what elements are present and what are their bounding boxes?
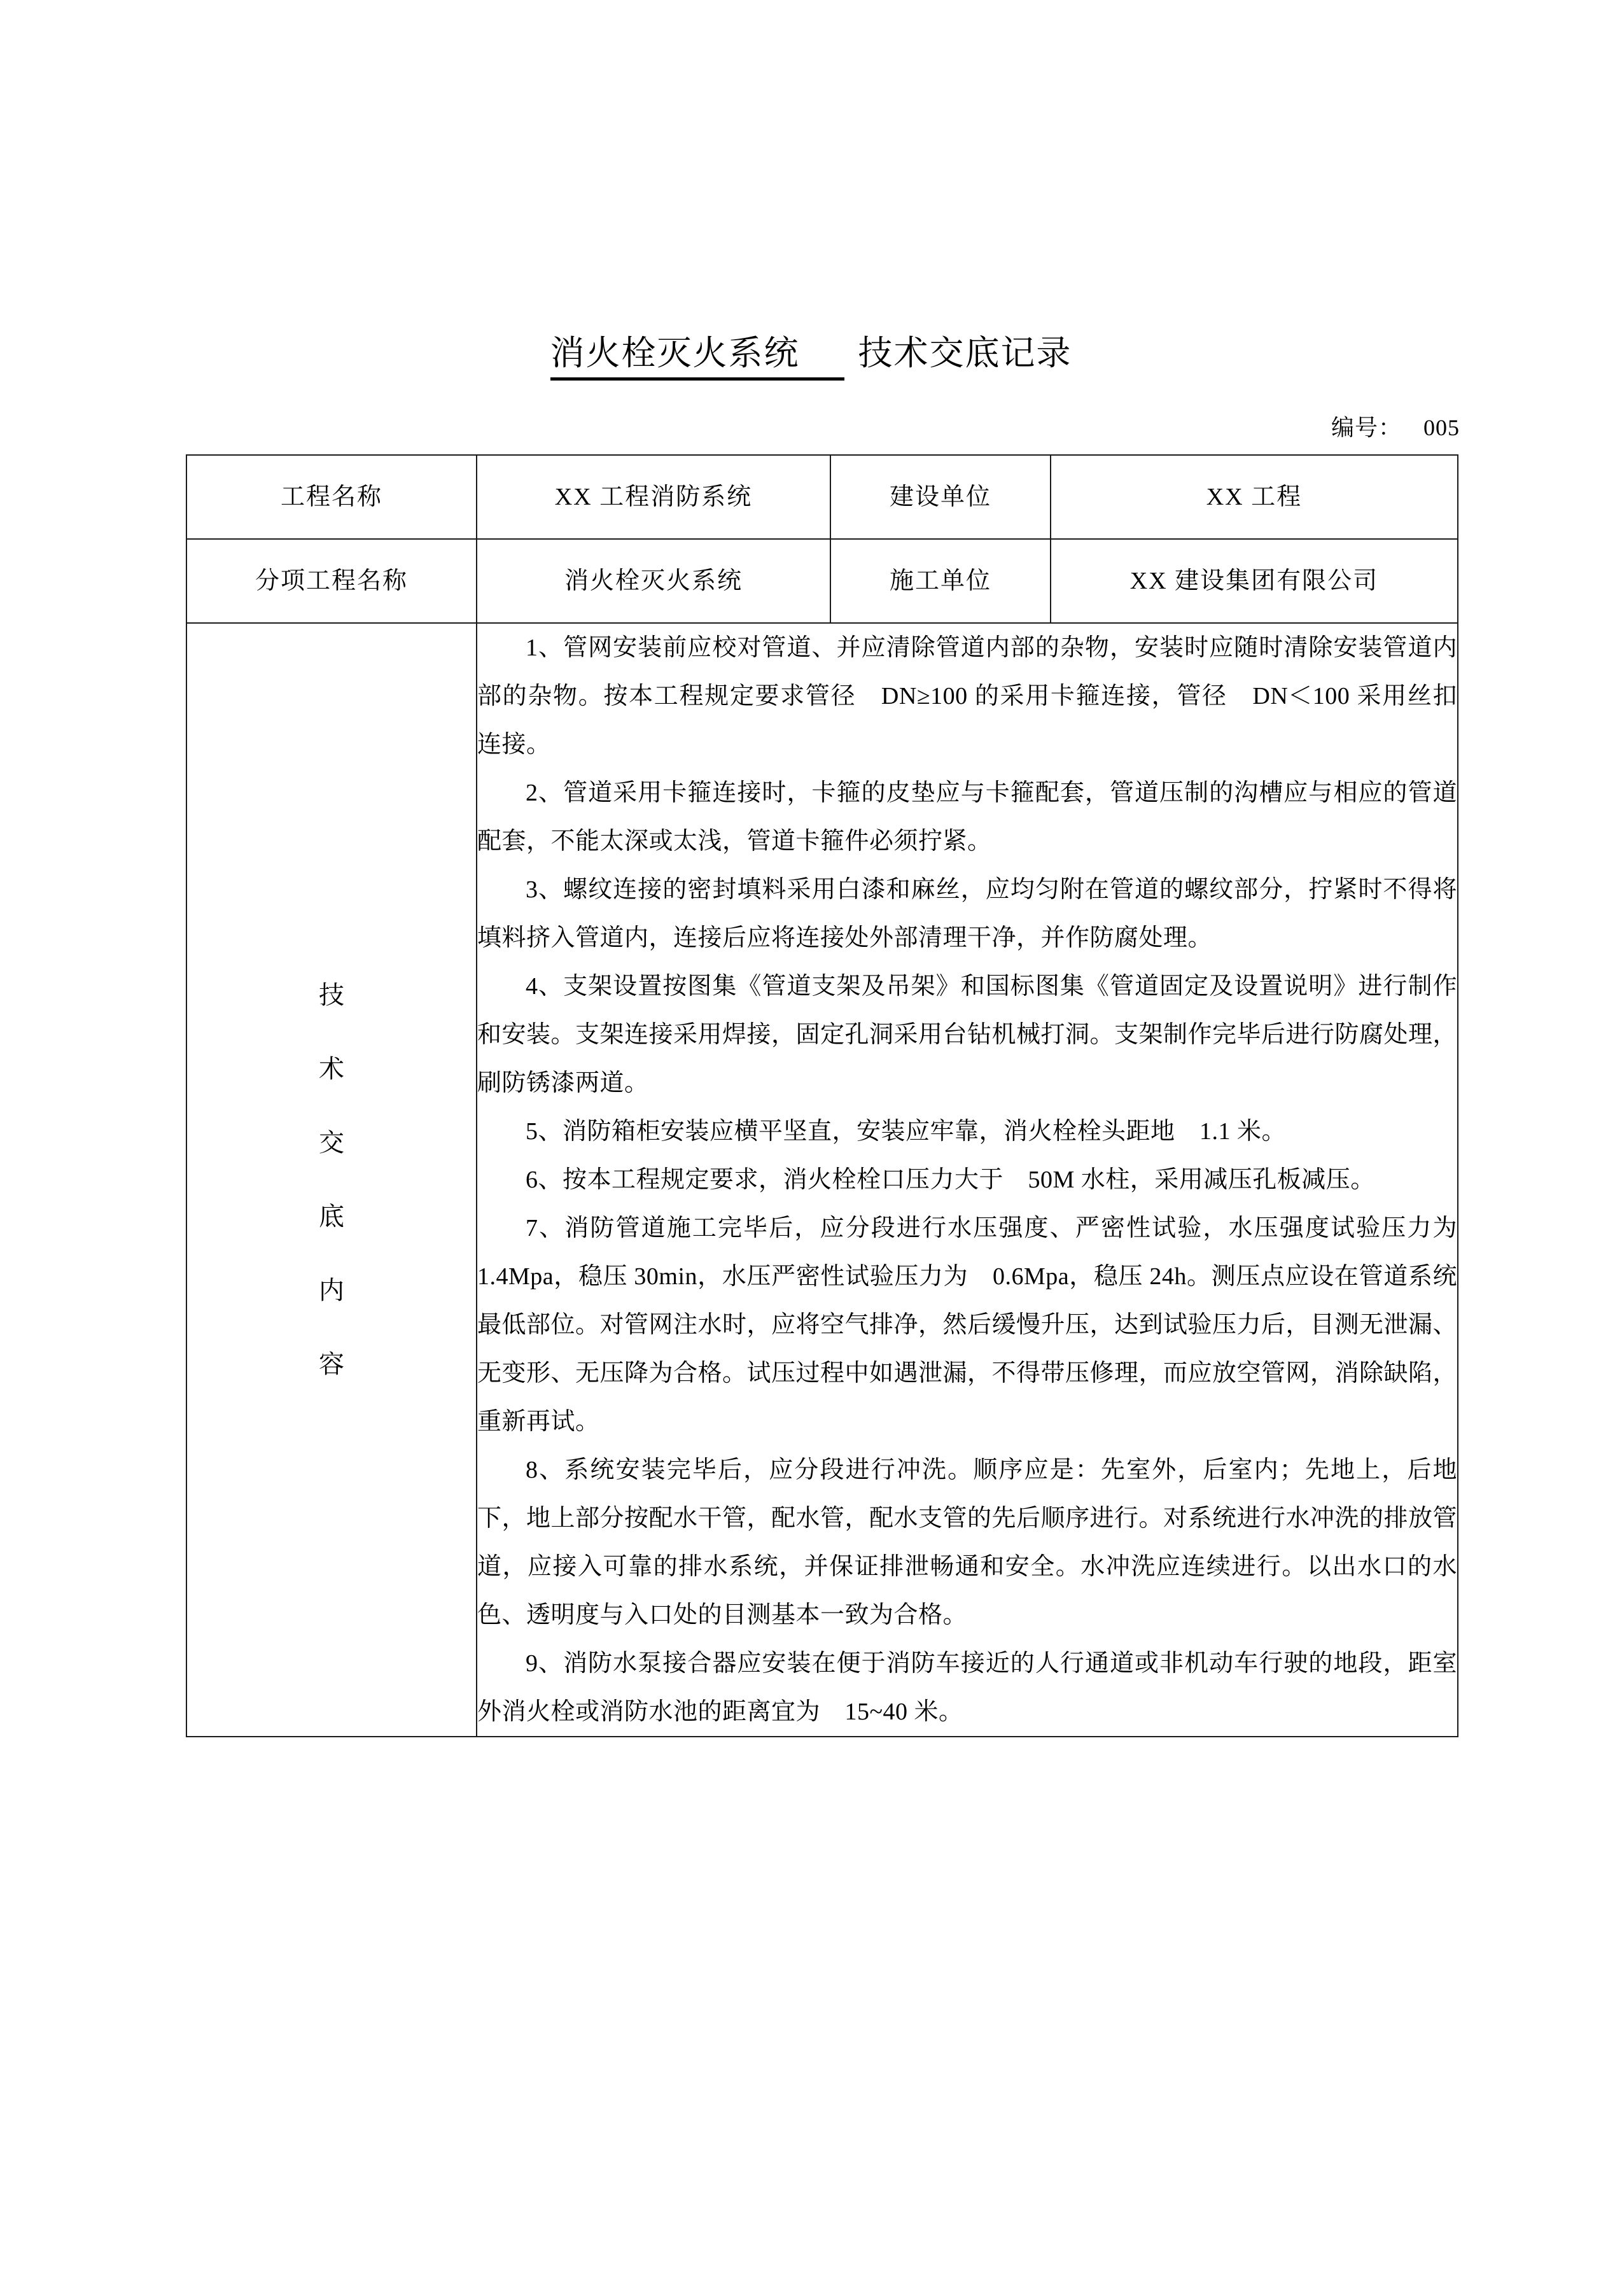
content-body-cell bbox=[477, 623, 1458, 1737]
content-item: 1、管网安装前应校对管道、并应清除管道内部的杂物，安装时应随时清除安装管道内部的杂物。按本工程规定要求管径 DN≥100 的采用卡箍连接，管径 DN＜100 采用丝扣连接。 bbox=[477, 634, 1457, 758]
content-item: 3、螺纹连接的密封填料采用白漆和麻丝，应均匀附在管道的螺纹部分，拧紧时不得将填料挤入管道内，连接后应将连接处外部清理干净，并作防腐处理。 bbox=[477, 876, 1457, 951]
cell-subproject-name-value: 消火栓灭火系统 bbox=[477, 539, 830, 623]
cell-contractor-label: 施工单位 bbox=[830, 539, 1051, 623]
content-item: 2、管道采用卡箍连接时，卡箍的皮垫应与卡箍配套，管道压制的沟槽应与相应的管道配套，不能太深或太浅，管道卡箍件必须拧紧。 bbox=[477, 780, 1457, 855]
cell-project-name-label: 工程名称 bbox=[186, 455, 477, 539]
content-item: 9、消防水泵接合器应安装在便于消防车接近的人行通道或非机动车行驶的地段，距室外消火栓或消防水池的距离宜为 15~40 米。 bbox=[477, 1650, 1457, 1725]
content-item: 7、消防管道施工完毕后，应分段进行水压强度、严密性试验，水压强度试验压力为 1.4Mpa，稳压 30min，水压严密性试验压力为 0.6Mpa，稳压 24h。测压点应设在管道系统最低部位。对管网注水时，应将空气排净，然后缓慢升压，达到试验压力后，目测无泄漏、无变形、无压降为合格。试压过程中如遇泄漏，不得带压修理，而应放空管网，消除缺陷，重新再试。 bbox=[477, 1215, 1458, 1435]
cell-construction-unit-label: 建设单位 bbox=[830, 455, 1051, 539]
side-label-char-6: 容 bbox=[319, 1350, 344, 1378]
content-item: 5、消防箱柜安装应横平坚直，安装应牢靠，消火栓栓头距地 1.1 米。 bbox=[526, 1118, 1287, 1145]
document-number bbox=[1331, 412, 1460, 443]
cell-contractor-value: XX 建设集团有限公司 bbox=[1051, 539, 1458, 623]
page-title-record-name: 技术交底记录 bbox=[858, 334, 1072, 372]
table-row-subproject bbox=[186, 539, 1458, 623]
cell-project-name-value: XX 工程消防系统 bbox=[477, 455, 830, 539]
side-label-char-3: 交 bbox=[319, 1128, 344, 1157]
document-number-value: 005 bbox=[1423, 415, 1460, 440]
content-item: 6、按本工程规定要求，消火栓栓口压力大于 50M 水柱，采用减压孔板减压。 bbox=[526, 1166, 1375, 1193]
page-title-system-name: 消火栓灭火系统 bbox=[550, 334, 844, 381]
content-item: 8、系统安装完毕后，应分段进行冲洗。顺序应是：先室外，后室内；先地上，后地下，地上部分按配水干管，配水管，配水支管的先后顺序进行。对系统进行水冲洗的排放管道，应接入可靠的排水系统，并保证排泄畅通和安全。水冲洗应连续进行。以出水口的水色、透明度与入口处的目测基本一致为合格。 bbox=[477, 1457, 1458, 1628]
content-item: 4、支架设置按图集《管道支架及吊架》和国标图集《管道固定及设置说明》进行制作和安装。支架连接采用焊接，固定孔洞采用台钻机械打洞。支架制作完毕后进行防腐处理，刷防锈漆两道。 bbox=[477, 973, 1458, 1096]
cell-construction-unit-value: XX 工程 bbox=[1051, 455, 1458, 539]
page-title bbox=[0, 331, 1622, 375]
table-row-content bbox=[186, 623, 1458, 1737]
table-row-project bbox=[186, 455, 1458, 539]
document-number-label: 编号： bbox=[1331, 415, 1402, 440]
side-label-char-2: 术 bbox=[319, 1054, 344, 1083]
content-side-label-cell bbox=[186, 623, 477, 1737]
content-side-label bbox=[187, 958, 476, 1401]
side-label-char-5: 内 bbox=[319, 1276, 344, 1305]
technical-disclosure-table bbox=[186, 454, 1458, 1737]
cell-subproject-name-label: 分项工程名称 bbox=[186, 539, 477, 623]
side-label-char-4: 底 bbox=[319, 1202, 344, 1231]
side-label-char-1: 技 bbox=[319, 981, 344, 1009]
